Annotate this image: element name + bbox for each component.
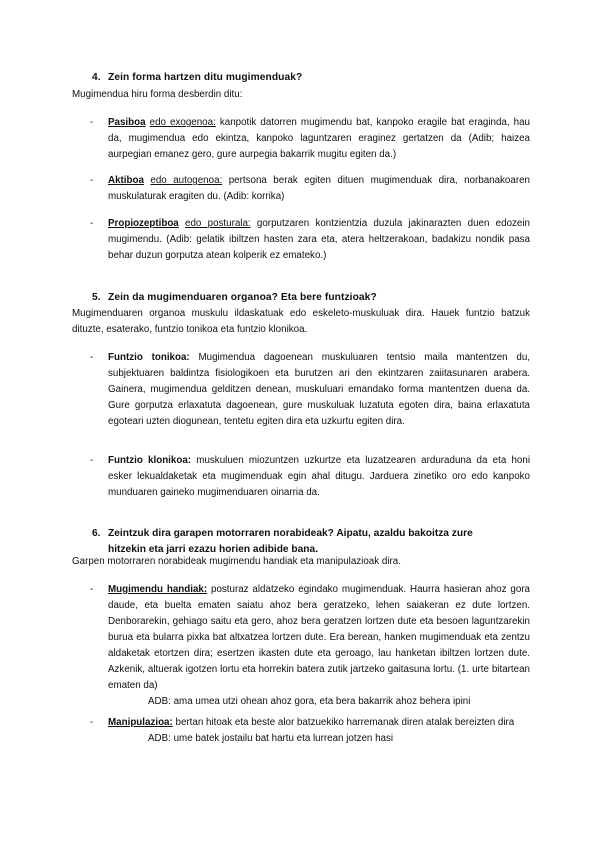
definition: muskuluen miozuntzen uzkurtze eta luzatzearen arduraduna da eta honi esker lekualdaketak eta mugimenduak egin ahal ditugu. Jarduera zinetiko oro edo kanpoko munduaren gaineko mugimenduaren oinarria da. [108, 455, 531, 498]
term: Pasiboa [108, 117, 146, 128]
list-dash: - [90, 175, 94, 186]
list-item-funtzio-tonikoa [90, 350, 530, 430]
list-item-manipulazioa [90, 715, 530, 747]
list-dash: - [90, 584, 94, 595]
example: ADB: ama umea utzi ohean ahoz gora, eta bera bakarrik ahoz behera ipini [148, 696, 471, 707]
definition: kanpotik datorren mugimendu bat, kanpoko eragile bat eraginda, hau da, mugimendua edo ekintza, kanpoko laguntzaren eraginez gertatzen da (Adib; haizea aurpegian emanez gero, gure aurpegia bakarrik mugitu egiten da.) [108, 117, 530, 160]
list-item-text [108, 350, 530, 430]
list-item-text [108, 216, 530, 264]
definition: Mugimendua dagoenean muskuluaren tentsio maila mantentzen du, subjektuaren baldintza fisiologikoen eta burutzen ari den ekintzaren zaiitasunaren arabera. Gainera, mugimendua gelditzen denean, muskuluari emandako forma mantentzen duena da. Gure gorputza erlaxatuta dagoenean, gure muskuluak luzatuta egoten dira, baina erlaxatuta egoteari uzten diogunean, tentetu egiten dira eta uzkurtu egiten dira. [108, 352, 531, 427]
list-item-text [108, 115, 530, 163]
definition: bertan hitoak eta beste alor batzuekiko harremanak diren atalak bereizten dira [172, 717, 515, 728]
list-item-text [108, 715, 530, 747]
list-item-text [108, 173, 530, 205]
term-alt: edo posturala: [185, 218, 251, 229]
list-dash: - [90, 455, 94, 466]
term: Propiozeptiboa [108, 218, 179, 229]
list-item-aktiboa [90, 173, 530, 205]
list-dash: - [90, 717, 94, 728]
question-number: 5. [92, 292, 101, 303]
list-dash: - [90, 352, 94, 363]
question-5-heading [92, 292, 377, 303]
term: Manipulazioa: [108, 717, 173, 728]
term: Aktiboa [108, 175, 144, 186]
question-title: Zein forma hartzen ditu mugimenduak? [108, 72, 303, 83]
question-title: Zein da mugimenduaren organoa? Eta bere funtzioak? [108, 292, 377, 303]
example: ADB: ume batek jostailu bat hartu eta lurrean jotzen hasi [148, 733, 394, 744]
list-item-funtzio-klonikoa [90, 453, 530, 501]
list-item-text [108, 453, 530, 501]
question-6-intro: Garpen motorraren norabideak mugimendu handiak eta manipulazioak dira. [72, 556, 401, 567]
question-4-heading [92, 72, 302, 83]
term: Funtzio tonikoa: [108, 352, 190, 363]
term: Mugimendu handiak: [108, 584, 208, 595]
term-alt: edo exogenoa: [149, 117, 216, 128]
definition: posturaz aldatzeko egindako mugimenduak. Haurra hasieran ahoz gora daude, eta buelta ematen saiatu ahoz bera geratzeko, lehen saiakeran ez dute lortzen. Denborarekin, gehiago saitu eta gero, ahoz bera geratzen lortzen dute eta besoen laguntzarekin burua eta bularra pixka bat altxatzea lortzen dute. Era berean, hanken mugimenduak eta zentzu aldaketak etortzen dira; esertzen ikasten dute eta geroago, lau hanketan ibiltzen lortzen dute. Azkenik, altuerak igotzen lortu eta horrekin batera zutik jartzeko gaitasuna lortu. (1. urte bitartean ematen da) [108, 584, 530, 691]
list-item-mugimendu-handiak [90, 582, 530, 710]
definition: gorputzaren kontzientzia duzula jakinarazten duen edozein mugimendu. (Adib: gelatik ibiltzen hasten zara eta, atera heltzerakoan, badakizu nondik pasa behar duzun gorputza atean kolperik ez emateko.) [108, 218, 530, 261]
question-number: 4. [92, 72, 101, 83]
question-5-intro: Mugimenduaren organoa muskulu ildaskatuak edo eskeleto-muskuluak dira. Hauek funtzio batzuk dituzte, esaterako, funtzio tonikoa eta funtzio klonikoa. [72, 308, 530, 335]
question-title-line2: hitzekin eta jarri ezazu horien adibide bana. [108, 544, 319, 555]
list-item-pasiboa [90, 115, 530, 163]
list-item-text [108, 582, 530, 710]
question-4-intro: Mugimendua hiru forma desberdin ditu: [72, 89, 243, 100]
list-dash: - [90, 117, 94, 128]
list-item-propiozeptiboa [90, 216, 530, 264]
definition: pertsona berak egiten dituen mugimenduak dira, norbanakoaren muskulaturak eragiten du. (Adib: korrika) [108, 175, 530, 202]
term: Funtzio klonikoa: [108, 455, 192, 466]
question-title-line1: Zeintzuk dira garapen motorraren norabideak? Aipatu, azaldu bakoitza zure [108, 528, 473, 539]
question-number: 6. [92, 528, 101, 539]
list-dash: - [90, 218, 94, 229]
term-alt: edo autogenoa: [150, 175, 223, 186]
